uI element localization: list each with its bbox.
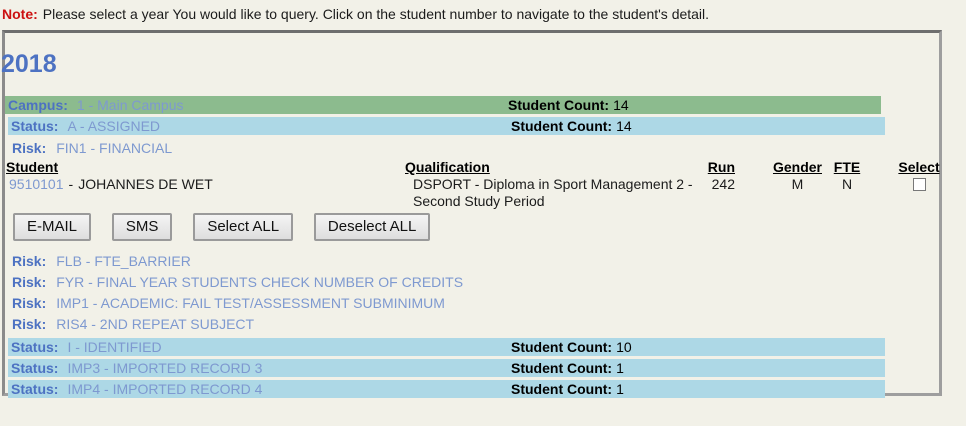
note-text: Please select a year You would like to query. Click on the student number to navigate to the student's detail. bbox=[42, 6, 710, 22]
status-label: Status: bbox=[11, 118, 59, 134]
risk-value: IMP1 - ACADEMIC: FAIL TEST/ASSESSMENT SUBMINIMUM bbox=[56, 295, 445, 311]
status-value: A - ASSIGNED bbox=[67, 118, 161, 134]
student-count-value: 14 bbox=[613, 97, 629, 113]
status-value: IMP4 - IMPORTED RECORD 4 bbox=[67, 381, 263, 397]
status-label: Status: bbox=[11, 381, 59, 397]
status-student-count bbox=[511, 380, 624, 398]
student-count-value: 10 bbox=[616, 339, 632, 355]
student-count-label: Student Count: bbox=[511, 360, 613, 376]
fte-cell: N bbox=[841, 176, 853, 192]
status-student-count bbox=[511, 117, 632, 135]
student-number-link[interactable]: 9510101 bbox=[9, 176, 64, 192]
student-count-label: Student Count: bbox=[508, 97, 610, 113]
year-heading: 2018 bbox=[1, 50, 57, 78]
status-student-count bbox=[511, 359, 624, 377]
table-header-fte: FTE bbox=[833, 159, 861, 175]
status-row-imp3 bbox=[8, 359, 885, 377]
student-count-label: Student Count: bbox=[511, 118, 613, 134]
student-name: JOHANNES DE WET bbox=[78, 176, 213, 192]
risk-row-imp1 bbox=[5, 293, 939, 314]
status-student-count bbox=[511, 338, 632, 356]
student-name-separator: - bbox=[68, 176, 74, 192]
status-value: IMP3 - IMPORTED RECORD 3 bbox=[67, 360, 263, 376]
sms-button[interactable]: SMS bbox=[112, 213, 173, 241]
select-checkbox[interactable] bbox=[913, 178, 926, 191]
table-header-qualification: Qualification bbox=[405, 159, 490, 175]
risk-label: Risk: bbox=[12, 274, 47, 290]
campus-value: 1 - Main Campus bbox=[76, 97, 184, 113]
risk-label: Risk: bbox=[12, 140, 47, 156]
query-results-panel bbox=[2, 30, 942, 396]
campus-label: Campus: bbox=[8, 97, 68, 113]
status-list bbox=[5, 338, 939, 398]
action-buttons bbox=[13, 213, 939, 241]
table-header-student: Student bbox=[6, 159, 59, 175]
status-row-assigned bbox=[8, 117, 885, 135]
table-header-select: Select bbox=[898, 159, 940, 175]
risk-label: Risk: bbox=[12, 253, 47, 269]
risk-label: Risk: bbox=[12, 316, 47, 332]
table-header-run: Run bbox=[707, 159, 735, 175]
status-value: I - IDENTIFIED bbox=[67, 339, 162, 355]
status-label: Status: bbox=[11, 339, 59, 355]
risk-row-fin1 bbox=[5, 139, 939, 157]
status-row-identified bbox=[8, 338, 885, 356]
gender-cell: M bbox=[791, 176, 804, 192]
qualification-cell: DSPORT - Diploma in Sport Management 2 - Second Study Period bbox=[413, 176, 693, 209]
student-count-label: Student Count: bbox=[511, 339, 613, 355]
status-label: Status: bbox=[11, 360, 59, 376]
risk-value: FIN1 - FINANCIAL bbox=[56, 140, 173, 156]
select-cell bbox=[895, 176, 943, 193]
note-label: Note: bbox=[2, 6, 38, 22]
student-count-value: 1 bbox=[616, 360, 624, 376]
risk-row-ris4 bbox=[5, 314, 939, 335]
risk-row-flb bbox=[5, 251, 939, 272]
risk-list bbox=[5, 251, 939, 335]
status-row-imp4 bbox=[8, 380, 885, 398]
student-count-value: 1 bbox=[616, 381, 624, 397]
student-count-value: 14 bbox=[616, 118, 632, 134]
table-row bbox=[6, 176, 396, 193]
risk-value: RIS4 - 2ND REPEAT SUBJECT bbox=[56, 316, 255, 332]
risk-value: FYR - FINAL YEAR STUDENTS CHECK NUMBER OF CREDITS bbox=[56, 274, 464, 290]
campus-student-count bbox=[508, 96, 629, 114]
risk-value: FLB - FTE_BARRIER bbox=[56, 253, 191, 269]
risk-label: Risk: bbox=[12, 295, 47, 311]
deselect-all-button[interactable]: Deselect ALL bbox=[314, 213, 430, 241]
select-all-button[interactable]: Select ALL bbox=[193, 213, 293, 241]
students-table bbox=[5, 159, 939, 209]
table-header-gender: Gender bbox=[772, 159, 822, 175]
student-count-label: Student Count: bbox=[511, 381, 613, 397]
email-button[interactable]: E-MAIL bbox=[13, 213, 91, 241]
run-cell: 242 bbox=[711, 176, 735, 192]
risk-row-fyr bbox=[5, 272, 939, 293]
note-banner bbox=[0, 0, 966, 22]
campus-row bbox=[5, 96, 881, 114]
